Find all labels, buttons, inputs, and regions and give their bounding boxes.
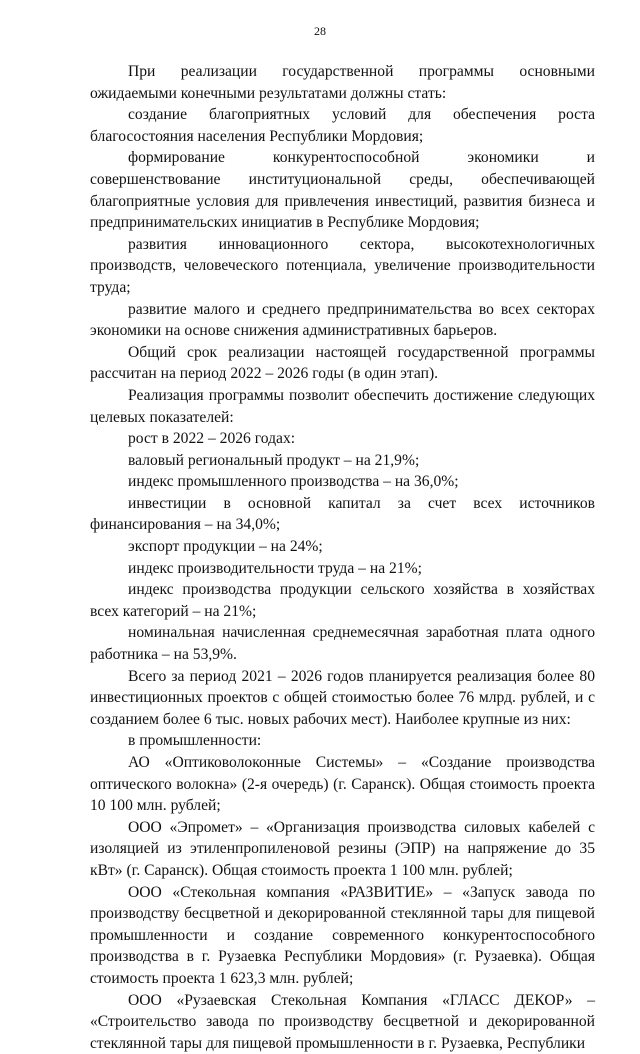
paragraph: формирование конкурентоспособной экономики и совершенствование институциональной среды, обеспечивающей благоприятные условия для привлечения инвестиций, развития бизнеса и предпринимательских инициатив в Республике Мордовия; [90, 149, 595, 232]
paragraph: индекс производительности труда – на 21%; [128, 559, 422, 577]
paragraph: ООО «Эпромет» – «Организация производства силовых кабелей с изоляцией из этиленпропиленовой резины (ЭПР) на напряжение до 35 кВт» (г. Саранск). Общая стоимость проекта 1 100 млн. рублей; [90, 818, 595, 879]
paragraph: Общий срок реализации настоящей государственной программы рассчитан на период 2022 – 2026 годы (в один этап). [90, 343, 595, 383]
paragraph: рост в 2022 – 2026 годах: [128, 430, 296, 448]
paragraph: При реализации государственной программы основными ожидаемыми конечными результатами должны стать: [90, 63, 595, 102]
document-body [90, 61, 595, 1054]
paragraph: ООО «Стекольная компания «РАЗВИТИЕ» – «Запуск завода по производству бесцветной и декорированной стеклянной тары для пищевой промышленности и создание современного конкурентоспособного производства в г. Рузаевка Республики Мордовия» (г. Рузаевка). Общая стоимость проекта 1 623,3 млн. рублей; [90, 883, 595, 987]
paragraph: ООО «Рузаевская Стекольная Компания «ГЛАСС ДЕКОР» – «Строительство завода по производству бесцветной и декорированной стеклянной тары для пищевой промышленности в г. Рузаевка, Республики [90, 991, 595, 1052]
paragraph: экспорт продукции – на 24%; [128, 538, 323, 556]
paragraph: номинальная начисленная среднемесячная заработная плата одного работника – на 53,9%. [90, 624, 595, 664]
paragraph: создание благоприятных условий для обеспечения роста благосостояния населения Республики Мордовия; [90, 106, 595, 145]
page-number: 28 [314, 24, 326, 38]
paragraph: АО «Оптиковолоконные Системы» – «Создание производства оптического волокна» (2-я очередь) (г. Саранск). Общая стоимость проекта 10 100 млн. рублей; [90, 754, 595, 815]
paragraph: Реализация программы позволит обеспечить достижение следующих целевых показателей: [90, 386, 595, 426]
paragraph: инвестиции в основной капитал за счет всех источников финансирования – на 34,0%; [90, 494, 595, 534]
paragraph: валовый региональный продукт – на 21,9%; [128, 451, 420, 469]
paragraph: в промышленности: [128, 732, 262, 750]
paragraph: развития инновационного сектора, высокотехнологичных производств, человеческого потенциала, увеличение производительности труда; [90, 235, 595, 296]
paragraph: развитие малого и среднего предпринимательства во всех секторах экономики на основе снижения административных барьеров. [90, 300, 595, 340]
paragraph: Всего за период 2021 – 2026 годов планируется реализация более 80 инвестиционных проектов с общей стоимостью более 76 млрд. рублей, и с созданием более 6 тыс. новых рабочих мест). Наиболее крупные из них: [90, 667, 595, 728]
paragraph: индекс производства продукции сельского хозяйства в хозяйствах всех категорий – на 21%; [90, 581, 595, 620]
paragraph: индекс промышленного производства – на 36,0%; [128, 473, 459, 491]
